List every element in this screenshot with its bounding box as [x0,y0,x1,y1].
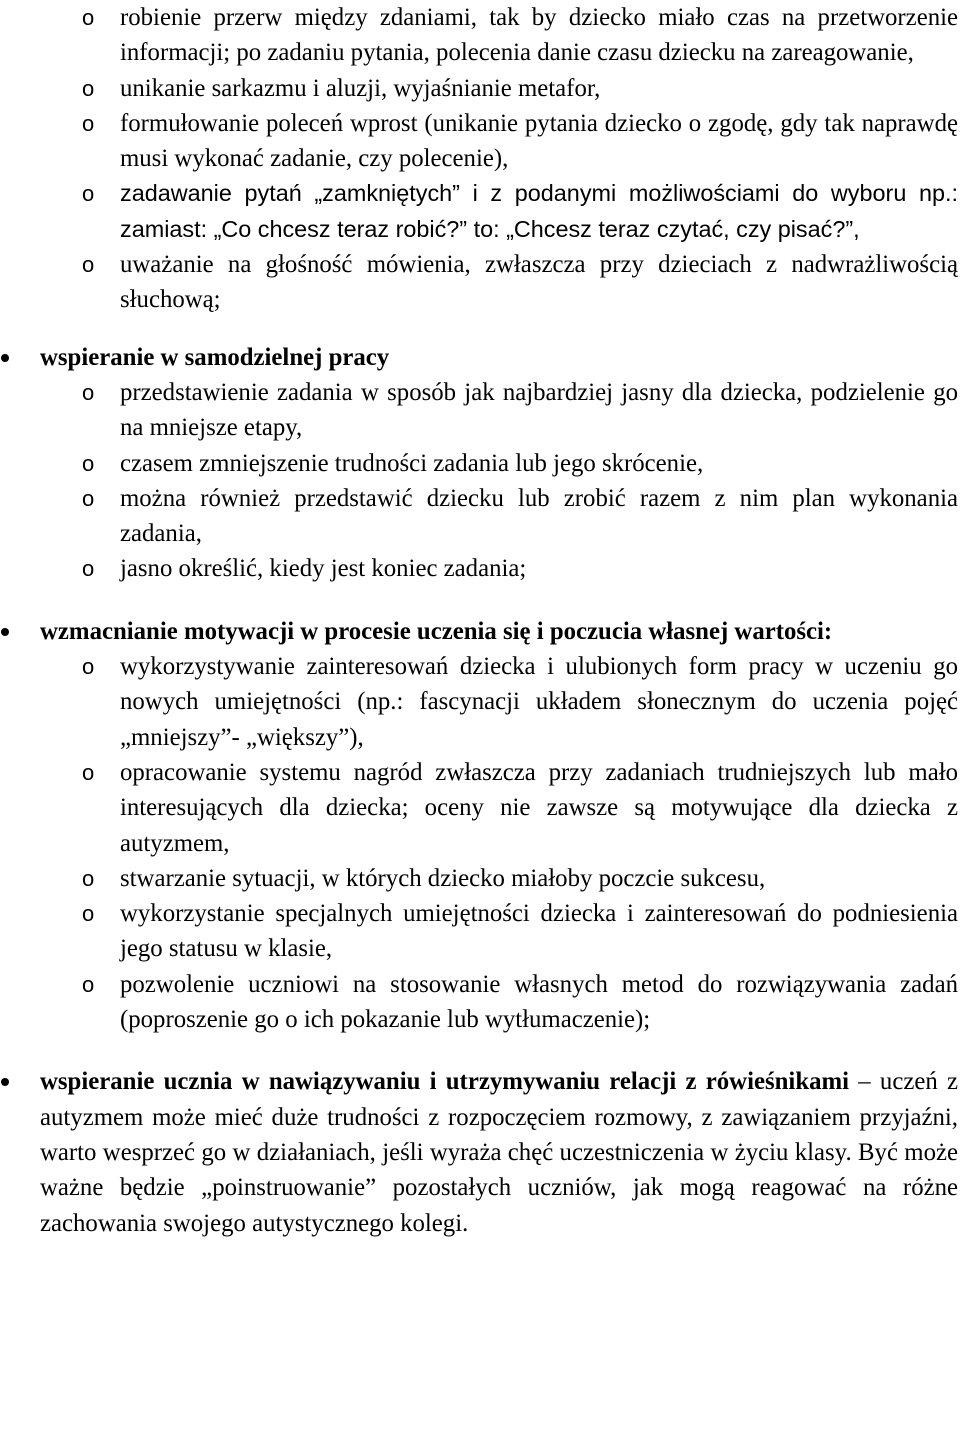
list-item [0,967,960,1038]
bullet-dot [1,628,9,636]
sub-bullet-marker: o [82,759,95,785]
sub-bullet-marker: o [82,252,95,278]
sub-bullet-marker: o [82,556,95,582]
section-heading [0,614,960,649]
list-item-text: można również przedstawić dziecku lub zrobić razem z nim plan wykonania zadania, [120,484,958,548]
list-item-text: wykorzystywanie zainteresowań dziecka i ulubionych form pracy w uczeniu go nowych umiejętności (np.: fascynacji układem słonecznym do uczenia pojęć „mniejszy”- „większy”), [120,653,958,751]
sub-bullet-marker: o [82,654,95,680]
section-relacje-rowiesnicy [0,1064,960,1240]
list-item-text: pozwolenie uczniowi na stosowanie własnych metod do rozwiązywania zadań (poproszenie go o ich pokazanie lub wytłumaczenie); [120,970,958,1034]
list-item [0,755,960,861]
sub-bullet-marker: o [82,181,95,207]
section-samodzielna-praca [0,340,960,587]
list-item [0,375,960,446]
sub-bullet-marker: o [82,110,95,136]
list-item-text: formułowanie poleceń wprost (unikanie pytania dziecko o zgodę, gdy tak naprawdę musi wykonać zadanie, czy polecenie), [120,109,958,173]
section-heading-text: wzmacnianie motywacji w procesie uczenia się i poczucia własnej wartości: [40,617,833,645]
list-item [0,0,960,71]
list-item [0,481,960,552]
spacer [0,318,960,340]
bullet-dot [1,354,9,362]
list-item-text: wykorzystanie specjalnych umiejętności dziecka i zainteresowań do podniesienia jego statusu w klasie, [120,900,958,963]
list-item [0,861,960,896]
section-heading [0,340,960,375]
sub-bullet-marker: o [82,865,95,891]
bullet-dot [1,1078,9,1086]
paragraph-text: – uczeń z autyzmem może mieć duże trudności z rozpoczęciem rozmowy, z zawiązaniem przyjaźni, warto wesprzeć go w działaniach, jeśli wyraża chęć uczestniczenia w życiu klasy. Być może ważne będzie „poinstruowanie” pozostałych uczniów, jak mogą reagować na różne zachowania swojego autystycznego kolegi. [40,1068,958,1237]
list-item [0,106,960,177]
intro-list [0,0,960,318]
spacer [0,587,960,614]
list-item [0,247,960,318]
list-item [0,551,960,586]
list-item-text: robienie przerw między zdaniami, tak by dziecko miało czas na przetworzenie informacji; po zadaniu pytania, polecenia danie czasu dziecku na zareagowanie, [120,4,958,67]
list-item [0,176,960,247]
list-item [0,71,960,106]
sub-bullet-marker: o [82,75,95,101]
list-item-text: opracowanie systemu nagród zwłaszcza przy zadaniach trudniejszych lub mało interesujących dla dziecka; oceny nie zawsze są motywujące dla dziecka z autyzmem, [120,758,958,857]
list-item-text: przedstawienie zadania w sposób jak najbardziej jasny dla dziecka, podzielenie go na mniejsze etapy, [120,378,958,442]
list-item-text: stwarzanie sytuacji, w których dziecko miałoby poczcie sukcesu, [120,864,766,892]
spacer [0,1037,960,1064]
list-item-text: jasno określić, kiedy jest koniec zadania; [120,555,527,583]
sub-bullet-marker: o [82,901,95,927]
list-item [0,649,960,755]
list-item-text: uważanie na głośność mówienia, zwłaszcza przy dzieciach z nadwrażliwością słuchową; [120,251,958,314]
section-motywacja [0,614,960,1038]
section-heading-text: wspieranie w samodzielnej pracy [40,343,390,371]
sub-bullet-marker: o [82,971,95,997]
list-item-text: czasem zmniejszenie trudności zadania lub jego skrócenie, [120,449,704,477]
sub-bullet-marker: o [82,5,95,30]
sub-bullet-marker: o [82,485,95,511]
section-heading-text: wspieranie ucznia w nawiązywaniu i utrzymywaniu relacji z rówieśnikami [40,1068,850,1096]
sub-bullet-marker: o [82,450,95,476]
list-item [0,446,960,481]
list-item-text: zadawanie pytań „zamkniętych” i z podanymi możliwościami do wyboru np.: zamiast: „Co chcesz teraz robić?” to: „Chcesz teraz czytać, czy pisać?”, [120,180,958,242]
list-item-text: unikanie sarkazmu i aluzji, wyjaśnianie metafor, [120,74,601,102]
list-item [0,896,960,967]
sub-bullet-marker: o [82,379,95,405]
